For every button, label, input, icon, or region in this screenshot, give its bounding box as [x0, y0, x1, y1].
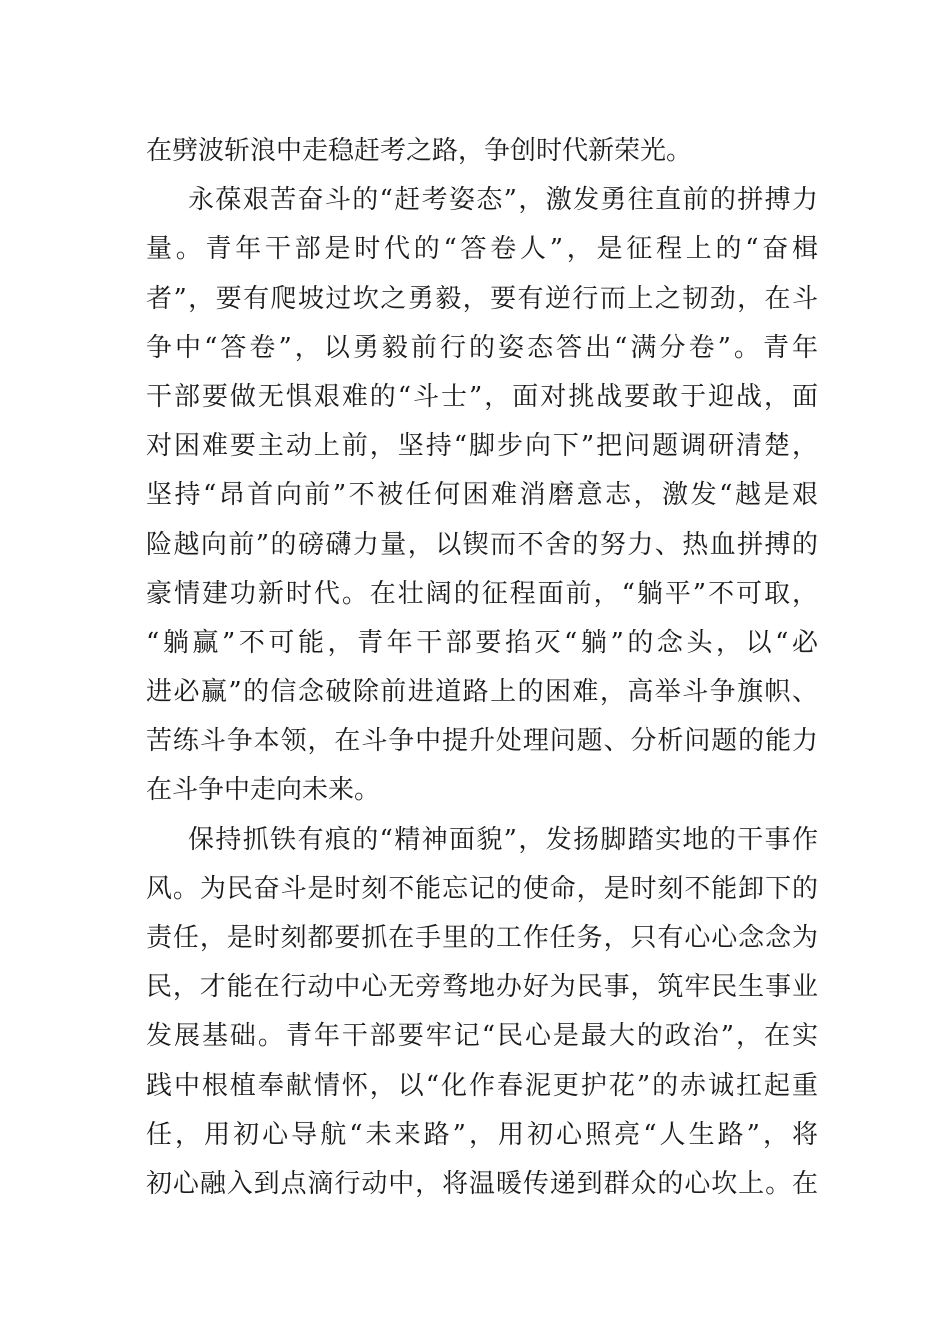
paragraph-3	[146, 816, 818, 1210]
paragraph-2	[146, 176, 818, 815]
text-line: 量。青年干部是时代的“答卷人”，是征程上的“奋楫	[146, 234, 818, 265]
text-line: 争中“答卷”，以勇毅前行的姿态答出“满分卷”。青年	[146, 332, 818, 363]
text-line: 对困难要主动上前，坚持“脚步向下”把问题调研清楚，	[146, 431, 818, 462]
text-line: “躺赢”不可能，青年干部要掐灭“躺”的念头，以“必	[146, 627, 818, 658]
document-body	[146, 127, 818, 1209]
text-line: 在斗争中走向未来。	[146, 775, 381, 806]
text-line: 苦练斗争本领，在斗争中提升处理问题、分析问题的能力	[146, 726, 818, 757]
text-line: 初心融入到点滴行动中，将温暖传递到群众的心坎上。在	[146, 1168, 818, 1199]
text-line: 豪情建功新时代。在壮阔的征程面前，“躺平”不可取，	[146, 578, 818, 609]
paragraph-1	[146, 127, 818, 176]
text-line: 干部要做无惧艰难的“斗士”，面对挑战要敢于迎战，面	[146, 381, 818, 412]
text-line: 践中根植奉献情怀，以“化作春泥更护花”的赤诚扛起重	[146, 1070, 818, 1101]
text-line: 进必赢”的信念破除前进道路上的困难，高举斗争旗帜、	[146, 677, 818, 708]
text-line: 者”，要有爬坡过坎之勇毅，要有逆行而上之韧劲，在斗	[146, 283, 818, 314]
text-line: 任，用初心导航“未来路”，用初心照亮“人生路”，将	[146, 1119, 818, 1150]
text-line: 责任，是时刻都要抓在手里的工作任务，只有心心念念为	[146, 923, 818, 953]
text-line: 风。为民奋斗是时刻不能忘记的使命，是时刻不能卸下的	[146, 873, 818, 904]
text-line: 坚持“昂首向前”不被任何困难消磨意志，激发“越是艰	[146, 480, 818, 511]
text-line: 民，才能在行动中心无旁骛地办好为民事，筑牢民生事业	[146, 972, 818, 1003]
text-line: 险越向前”的磅礴力量，以锲而不舍的努力、热血拼搏的	[146, 529, 818, 560]
text-line: 在劈波斩浪中走稳赶考之路，争创时代新荣光。	[146, 136, 693, 166]
text-line: 保持抓铁有痕的“精神面貌”，发扬脚踏实地的干事作	[188, 824, 818, 855]
text-line: 永葆艰苦奋斗的“赶考姿态”，激发勇往直前的拼搏力	[188, 185, 818, 216]
text-line: 发展基础。青年干部要牢记“民心是最大的政治”，在实	[146, 1021, 818, 1052]
